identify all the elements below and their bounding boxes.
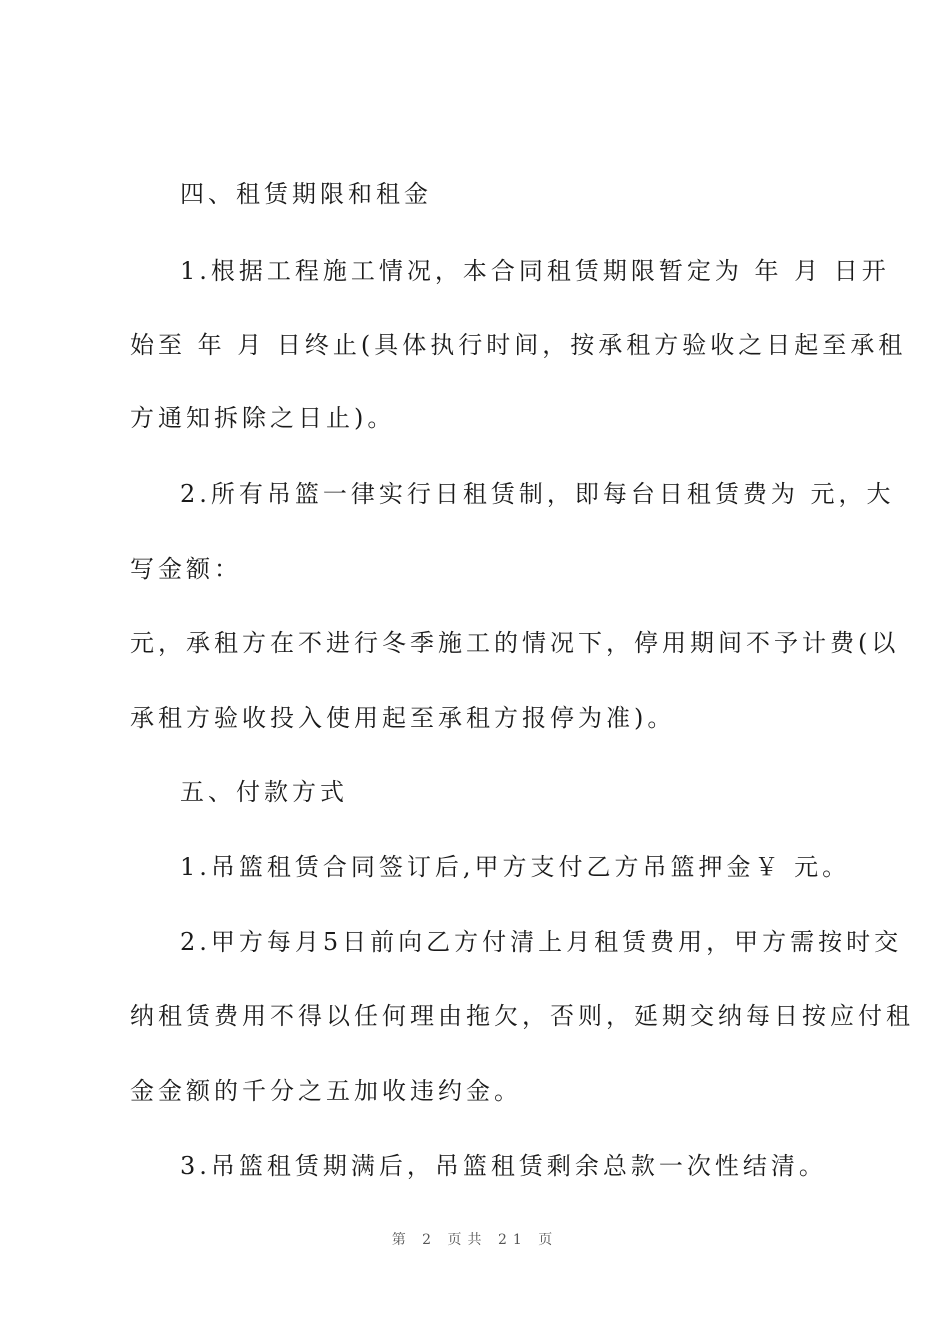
- section-heading-payment: 五、付款方式: [180, 778, 348, 806]
- paragraph-line: 元，承租方在不进行冬季施工的情况下，停用期间不予计费(以: [130, 629, 900, 657]
- section-heading-lease-term: 四、租赁期限和租金: [180, 180, 432, 208]
- page-number-footer: 第 2 页共 21 页: [391, 1232, 559, 1248]
- paragraph-line: 2.甲方每月5日前向乙方付清上月租赁费用，甲方需按时交: [180, 928, 903, 956]
- paragraph-line: 3.吊篮租赁期满后，吊篮租赁剩余总款一次性结清。: [180, 1152, 827, 1180]
- paragraph-line: 金金额的千分之五加收违约金。: [130, 1077, 522, 1105]
- paragraph-line: 纳租赁费用不得以任何理由拖欠，否则，延期交纳每日按应付租: [130, 1002, 914, 1030]
- paragraph-line: 2.所有吊篮一律实行日租赁制，即每台日租赁费为 元，大: [180, 480, 895, 508]
- paragraph-line: 方通知拆除之日止)。: [130, 404, 396, 432]
- paragraph-line: 1.根据工程施工情况，本合同租赁期限暂定为 年 月 日开: [180, 257, 890, 285]
- paragraph-line: 承租方验收投入使用起至承租方报停为准)。: [130, 704, 676, 732]
- paragraph-line: 写金额：: [130, 555, 242, 583]
- paragraph-line: 1.吊篮租赁合同签订后,甲方支付乙方吊篮押金￥ 元。: [180, 853, 851, 881]
- paragraph-line: 始至 年 月 日终止(具体执行时间，按承租方验收之日起至承租: [130, 331, 907, 359]
